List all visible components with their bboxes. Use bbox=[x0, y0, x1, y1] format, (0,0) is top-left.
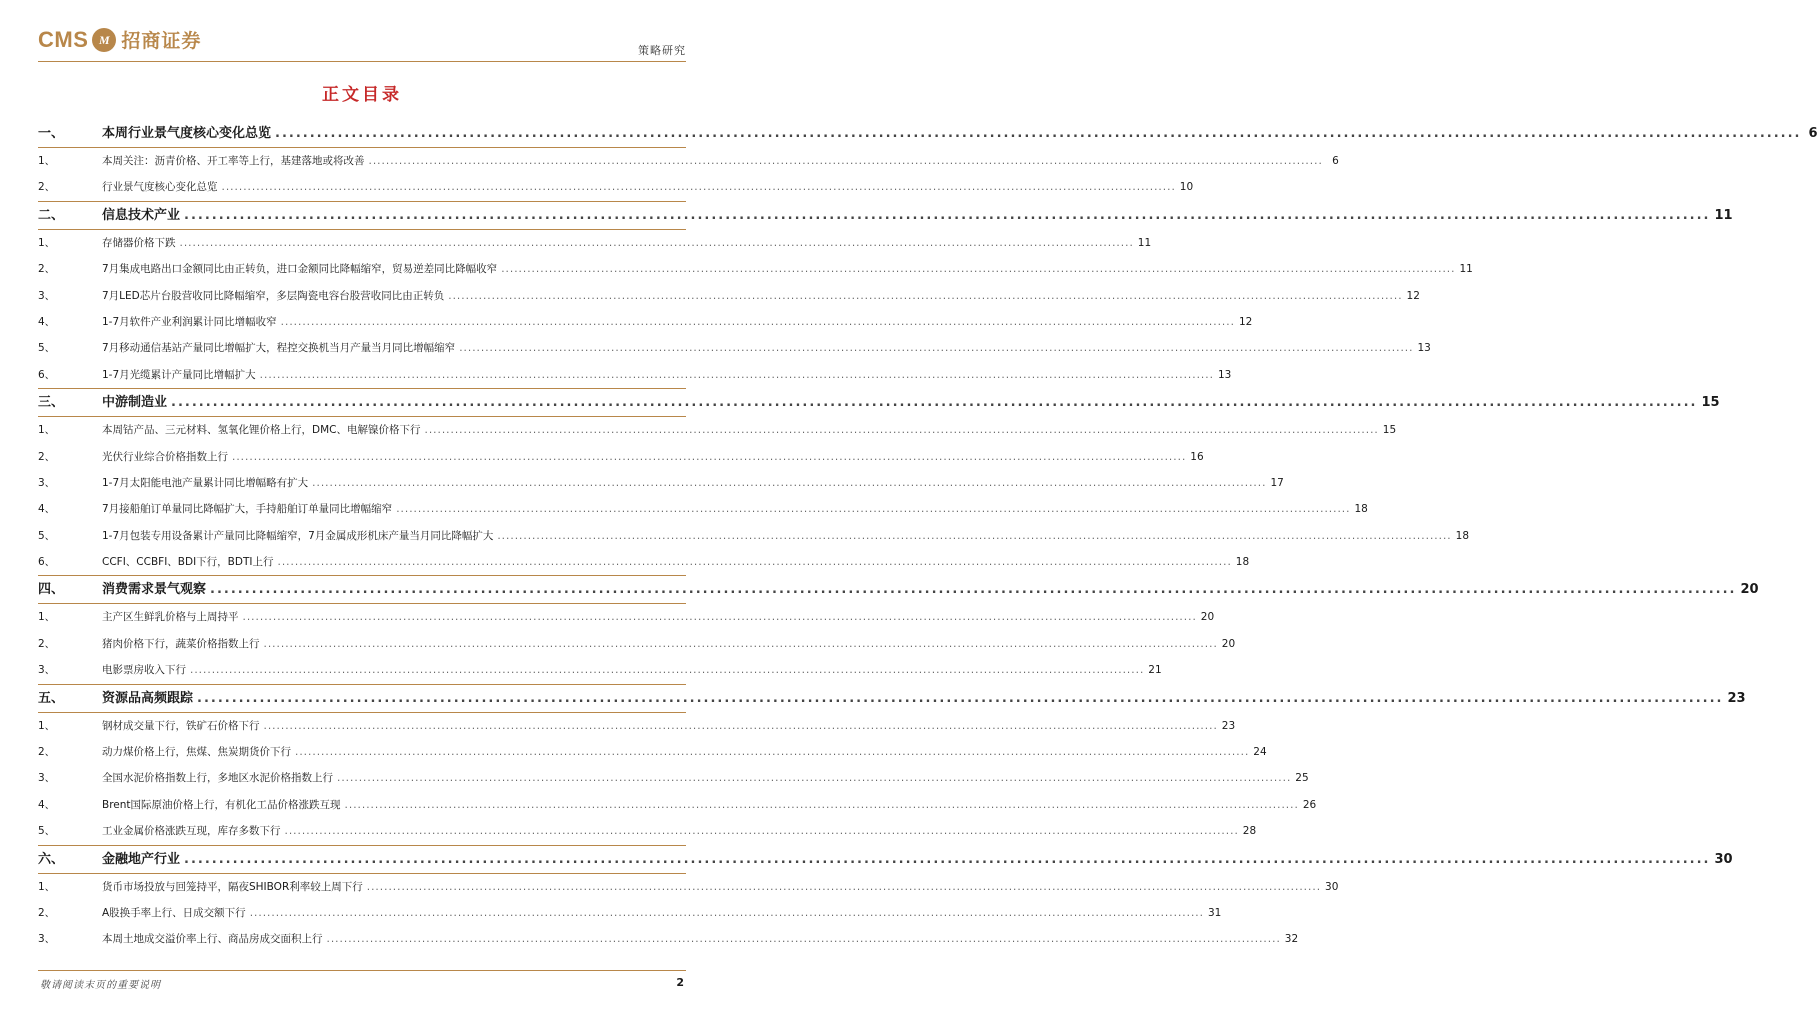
toc-entry-number: 2、 bbox=[38, 746, 56, 759]
toc-leader-dots: ............................................................................................................................................................................................................................ bbox=[197, 690, 1724, 706]
toc-entry-number: 3、 bbox=[38, 476, 56, 489]
toc-entry-number: 3、 bbox=[38, 664, 56, 677]
toc-entry-title: 1-7月包装专用设备累计产量同比降幅缩窄，7月金属成形机床产量当月同比降幅扩大 bbox=[102, 529, 494, 542]
toc-entry-page: 11 bbox=[1459, 263, 1473, 276]
toc-leader-dots: ............................................................................................................................................................................................................................ bbox=[337, 772, 1292, 785]
toc-entry-number: 3、 bbox=[38, 772, 56, 785]
toc-subsection[interactable] bbox=[38, 362, 1232, 388]
toc-subsection[interactable] bbox=[38, 900, 1222, 926]
table-of-contents bbox=[38, 120, 1817, 953]
toc-leader-dots: ............................................................................................................................................................................................................................ bbox=[171, 395, 1698, 411]
toc-subsection[interactable] bbox=[38, 818, 1257, 844]
toc-entry-number: 六、 bbox=[38, 851, 65, 867]
toc-entry-title: 本周钴产品、三元材料、氢氧化锂价格上行，DMC、电解镍价格下行 bbox=[102, 424, 421, 437]
toc-entry-page: 6 bbox=[1332, 155, 1339, 167]
toc-entry-page: 20 bbox=[1221, 637, 1236, 650]
toc-subsection[interactable] bbox=[38, 874, 1339, 900]
toc-entry-title: 工业金属价格涨跌互现，库存多数下行 bbox=[102, 825, 281, 838]
toc-entry-number: 2、 bbox=[38, 181, 56, 194]
toc-leader-dots: ............................................................................................................................................................................................................................ bbox=[190, 664, 1145, 677]
toc-entry-page: 30 bbox=[1325, 880, 1339, 893]
toc-leader-dots: ............................................................................................................................................................................................................................ bbox=[184, 207, 1711, 223]
toc-section[interactable] bbox=[38, 846, 1733, 873]
toc-entry-number: 一、 bbox=[38, 126, 65, 141]
toc-leader-dots: ............................................................................................................................................................................................................................ bbox=[221, 181, 1176, 194]
report-category: 策略研究 bbox=[638, 44, 686, 57]
toc-entry-page: 24 bbox=[1253, 746, 1267, 759]
toc-entry-number: 2、 bbox=[38, 637, 56, 650]
toc-section[interactable] bbox=[38, 120, 1817, 147]
toc-subsection[interactable] bbox=[38, 283, 1420, 309]
toc-entry-number: 1、 bbox=[38, 236, 56, 249]
toc-entry-title: 7月接船舶订单量同比降幅扩大，手持船舶订单量同比增幅缩窄 bbox=[102, 503, 393, 516]
toc-entry-number: 五、 bbox=[38, 690, 65, 706]
toc-leader-dots: ............................................................................................................................................................................................................................ bbox=[497, 529, 1452, 542]
toc-section[interactable] bbox=[38, 202, 1733, 229]
page-header bbox=[0, 0, 724, 64]
toc-entry-number: 1、 bbox=[38, 611, 56, 624]
toc-entry-number: 1、 bbox=[38, 880, 56, 893]
toc-entry-page: 20 bbox=[1740, 582, 1759, 598]
toc-entry-number: 2、 bbox=[38, 906, 56, 919]
toc-entry-page: 32 bbox=[1284, 933, 1299, 946]
toc-leader-dots: ............................................................................................................................................................................................................................ bbox=[459, 342, 1414, 355]
toc-entry-title: A股换手率上行、日成交额下行 bbox=[102, 906, 246, 919]
logo-emblem-icon: M bbox=[92, 28, 116, 52]
toc-leader-dots: ............................................................................................................................................................................................................................ bbox=[242, 611, 1197, 624]
toc-entry-page: 21 bbox=[1148, 664, 1162, 677]
toc-section[interactable] bbox=[38, 389, 1720, 416]
toc-leader-dots: ............................................................................................................................................................................................................................ bbox=[277, 556, 1232, 569]
toc-entry-page: 6 bbox=[1808, 126, 1817, 141]
toc-entry-title: 货币市场投放与回笼持平，隔夜SHIBOR利率较上周下行 bbox=[102, 880, 363, 893]
toc-entry-title: 7月移动通信基站产量同比增幅扩大，程控交换机当月产量当月同比增幅缩窄 bbox=[102, 342, 456, 355]
toc-leader-dots: ............................................................................................................................................................................................................................ bbox=[263, 719, 1218, 732]
toc-leader-dots: ............................................................................................................................................................................................................................ bbox=[284, 825, 1239, 838]
toc-subsection[interactable] bbox=[38, 230, 1152, 256]
toc-entry-page: 10 bbox=[1179, 181, 1194, 194]
toc-entry-title: 资源品高频跟踪 bbox=[102, 690, 194, 706]
toc-entry-number: 4、 bbox=[38, 798, 56, 811]
toc-subsection[interactable] bbox=[38, 765, 1309, 791]
toc-entry-page: 15 bbox=[1382, 424, 1397, 437]
toc-entry-number: 5、 bbox=[38, 342, 56, 355]
toc-entry-title: 猪肉价格下行，蔬菜价格指数上行 bbox=[102, 637, 260, 650]
toc-subsection[interactable] bbox=[38, 739, 1267, 765]
toc-leader-dots: ............................................................................................................................................................................................................................ bbox=[326, 933, 1281, 946]
toc-leader-dots: ............................................................................................................................................................................................................................ bbox=[275, 126, 1802, 141]
toc-entry-number: 6、 bbox=[38, 556, 56, 569]
toc-leader-dots: ............................................................................................................................................................................................................................ bbox=[312, 476, 1267, 489]
toc-leader-dots: ............................................................................................................................................................................................................................ bbox=[368, 155, 1323, 167]
toc-entry-number: 5、 bbox=[38, 529, 56, 542]
footer-page-number: 2 bbox=[676, 976, 684, 989]
toc-entry-title: 钢材成交量下行，铁矿石价格下行 bbox=[102, 719, 260, 732]
toc-leader-dots: ............................................................................................................................................................................................................................ bbox=[232, 450, 1187, 463]
toc-entry-number: 1、 bbox=[38, 424, 56, 437]
toc-entry-title: CCFI、CCBFI、BDI下行，BDTI上行 bbox=[102, 556, 274, 569]
toc-entry-page: 30 bbox=[1714, 851, 1733, 867]
toc-title: 正文目录 bbox=[322, 85, 402, 105]
toc-entry-page: 17 bbox=[1270, 476, 1284, 489]
toc-subsection[interactable] bbox=[38, 256, 1473, 282]
toc-subsection[interactable] bbox=[38, 148, 1339, 174]
toc-entry-title: 7月LED芯片台股营收同比降幅缩窄，多层陶瓷电容台股营收同比由正转负 bbox=[102, 289, 445, 302]
company-logo bbox=[38, 26, 201, 53]
toc-entry-title: 主产区生鲜乳价格与上周持平 bbox=[102, 611, 239, 624]
toc-subsection[interactable] bbox=[38, 496, 1368, 522]
toc-entry-page: 15 bbox=[1701, 395, 1720, 411]
footer-divider bbox=[38, 970, 686, 971]
toc-entry-page: 28 bbox=[1242, 825, 1257, 838]
toc-entry-number: 2、 bbox=[38, 263, 56, 276]
toc-subsection[interactable] bbox=[38, 523, 1470, 549]
toc-entry-title: 本周行业景气度核心变化总览 bbox=[102, 126, 272, 141]
toc-subsection[interactable] bbox=[38, 604, 1215, 630]
toc-entry-number: 3、 bbox=[38, 289, 56, 302]
toc-leader-dots: ............................................................................................................................................................................................................................ bbox=[448, 289, 1403, 302]
footer-disclaimer: 敬请阅读末页的重要说明 bbox=[40, 980, 161, 991]
toc-subsection[interactable] bbox=[38, 926, 1299, 952]
toc-entry-title: 动力煤价格上行，焦煤、焦炭期货价下行 bbox=[102, 746, 291, 759]
toc-entry-title: 本周关注：沥青价格、开工率等上行，基建落地或将改善 bbox=[102, 155, 365, 167]
toc-subsection[interactable] bbox=[38, 792, 1317, 818]
toc-entry-number: 2、 bbox=[38, 450, 56, 463]
toc-leader-dots: ............................................................................................................................................................................................................................ bbox=[249, 906, 1204, 919]
toc-entry-page: 23 bbox=[1727, 690, 1746, 706]
toc-entry-title: 全国水泥价格指数上行，多地区水泥价格指数上行 bbox=[102, 772, 333, 785]
toc-entry-number: 二、 bbox=[38, 207, 65, 223]
toc-subsection[interactable] bbox=[38, 549, 1250, 575]
toc-leader-dots: ............................................................................................................................................................................................................................ bbox=[424, 424, 1379, 437]
toc-subsection[interactable] bbox=[38, 657, 1162, 683]
toc-entry-number: 4、 bbox=[38, 315, 56, 328]
toc-subsection[interactable] bbox=[38, 417, 1397, 443]
toc-entry-page: 23 bbox=[1221, 719, 1236, 732]
toc-leader-dots: ............................................................................................................................................................................................................................ bbox=[179, 236, 1134, 249]
toc-entry-title: 中游制造业 bbox=[102, 395, 168, 411]
toc-entry-page: 26 bbox=[1302, 798, 1317, 811]
toc-entry-title: 信息技术产业 bbox=[102, 207, 181, 223]
toc-entry-number: 三、 bbox=[38, 395, 65, 411]
toc-entry-title: 存储器价格下跌 bbox=[102, 236, 176, 249]
toc-subsection[interactable] bbox=[38, 174, 1194, 200]
toc-leader-dots: ............................................................................................................................................................................................................................ bbox=[295, 746, 1250, 759]
toc-entry-page: 13 bbox=[1417, 342, 1431, 355]
toc-entry-page: 25 bbox=[1295, 772, 1309, 785]
toc-subsection[interactable] bbox=[38, 444, 1204, 470]
toc-entry-page: 11 bbox=[1137, 236, 1152, 249]
toc-entry-page: 16 bbox=[1190, 450, 1204, 463]
toc-leader-dots: ............................................................................................................................................................................................................................ bbox=[184, 851, 1711, 867]
toc-entry-page: 12 bbox=[1406, 289, 1420, 302]
toc-leader-dots: ............................................................................................................................................................................................................................ bbox=[344, 798, 1299, 811]
logo-company-name: 招商证券 bbox=[121, 30, 202, 52]
header-divider bbox=[38, 61, 686, 62]
toc-entry-title: 7月集成电路出口金额同比由正转负，进口金额同比降幅缩窄，贸易逆差同比降幅收窄 bbox=[102, 263, 498, 276]
toc-entry-page: 31 bbox=[1207, 906, 1222, 919]
toc-entry-title: 1-7月软件产业利润累计同比增幅收窄 bbox=[102, 315, 277, 328]
toc-entry-number: 3、 bbox=[38, 933, 56, 946]
toc-entry-page: 18 bbox=[1235, 556, 1250, 569]
toc-subsection[interactable] bbox=[38, 335, 1431, 361]
toc-subsection[interactable] bbox=[38, 631, 1236, 657]
toc-entry-number: 1、 bbox=[38, 155, 56, 167]
toc-section[interactable] bbox=[38, 685, 1746, 712]
toc-entry-page: 18 bbox=[1455, 529, 1470, 542]
toc-entry-page: 13 bbox=[1217, 368, 1232, 381]
toc-entry-page: 11 bbox=[1714, 207, 1733, 223]
toc-leader-dots: ............................................................................................................................................................................................................................ bbox=[210, 582, 1737, 598]
toc-entry-title: 光伏行业综合价格指数上行 bbox=[102, 450, 228, 463]
toc-entry-title: 电影票房收入下行 bbox=[102, 664, 186, 677]
toc-entry-title: 本周土地成交溢价率上行、商品房成交面积上行 bbox=[102, 933, 323, 946]
toc-leader-dots: ............................................................................................................................................................................................................................ bbox=[280, 315, 1235, 328]
toc-entry-number: 5、 bbox=[38, 825, 56, 838]
toc-entry-page: 12 bbox=[1238, 315, 1253, 328]
toc-subsection[interactable] bbox=[38, 713, 1236, 739]
logo-cms-text: CMS bbox=[38, 26, 89, 52]
toc-leader-dots: ............................................................................................................................................................................................................................ bbox=[396, 503, 1351, 516]
toc-leader-dots: ............................................................................................................................................................................................................................ bbox=[366, 880, 1322, 893]
toc-entry-title: 1-7月光缆累计产量同比增幅扩大 bbox=[102, 368, 256, 381]
toc-entry-number: 四、 bbox=[38, 582, 65, 598]
toc-entry-number: 1、 bbox=[38, 719, 56, 732]
toc-subsection[interactable] bbox=[38, 309, 1253, 335]
toc-entry-page: 20 bbox=[1200, 611, 1215, 624]
toc-leader-dots: ............................................................................................................................................................................................................................ bbox=[263, 637, 1218, 650]
toc-leader-dots: ............................................................................................................................................................................................................................ bbox=[501, 263, 1456, 276]
toc-entry-title: 金融地产行业 bbox=[102, 851, 181, 867]
toc-entry-title: 行业景气度核心变化总览 bbox=[102, 181, 218, 194]
toc-subsection[interactable] bbox=[38, 470, 1284, 496]
toc-section[interactable] bbox=[38, 576, 1759, 603]
toc-entry-title: 消费需求景气观察 bbox=[102, 582, 207, 598]
toc-entry-title: 1-7月太阳能电池产量累计同比增幅略有扩大 bbox=[102, 476, 309, 489]
toc-entry-number: 6、 bbox=[38, 368, 56, 381]
toc-entry-title: Brent国际原油价格上行，有机化工品价格涨跌互现 bbox=[102, 798, 341, 811]
toc-entry-page: 18 bbox=[1354, 503, 1368, 516]
toc-entry-number: 4、 bbox=[38, 503, 56, 516]
toc-leader-dots: ............................................................................................................................................................................................................................ bbox=[259, 368, 1214, 381]
